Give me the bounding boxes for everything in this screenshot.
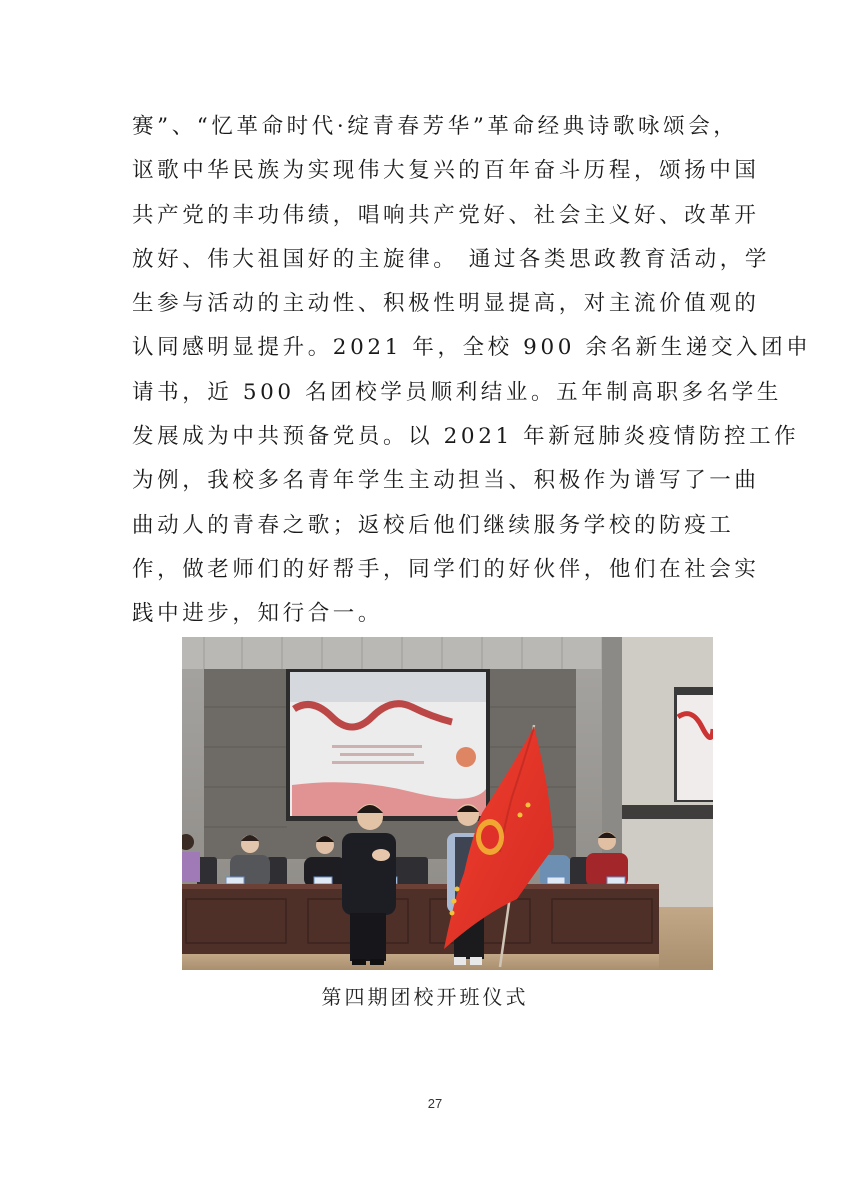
paragraph-line: 认同感明显提升。2021 年，全校 900 余名新生递交入团申 [132, 335, 812, 361]
figure-caption: 第四期团校开班仪式 [321, 985, 529, 1009]
photo-illustration [182, 637, 713, 970]
paragraph-line: 作，做老师们的好帮手，同学们的好伙伴，他们在社会实 [132, 556, 760, 582]
paragraph-line: 践中进步，知行合一。 [132, 601, 384, 627]
paragraph-line: 生参与活动的主动性、积极性明显提高，对主流价值观的 [132, 291, 760, 317]
page-number: 27 [427, 1096, 443, 1111]
paragraph-line: 为例，我校多名青年学生主动担当、积极作为谱写了一曲 [132, 468, 760, 494]
paragraph-line: 赛”、“忆革命时代·绽青春芳华”革命经典诗歌咏颂会， [132, 114, 739, 139]
ceremony-photo [182, 637, 713, 970]
paragraph-line: 共产党的丰功伟绩，唱响共产党好、社会主义好、改革开 [132, 202, 760, 228]
paragraph-line: 放好、伟大祖国好的主旋律。 通过各类思政教育活动，学 [132, 246, 770, 272]
paragraph-line: 发展成为中共预备党员。以 2021 年新冠肺炎疫情防控工作 [132, 424, 800, 450]
paragraph-line: 曲动人的青春之歌；返校后他们继续服务学校的防疫工 [132, 512, 735, 538]
paragraph-line: 请书，近 500 名团校学员顺利结业。五年制高职多名学生 [132, 379, 783, 405]
paragraph-line: 讴歌中华民族为实现伟大复兴的百年奋斗历程，颂扬中国 [132, 158, 760, 184]
body-paragraph [132, 105, 812, 637]
